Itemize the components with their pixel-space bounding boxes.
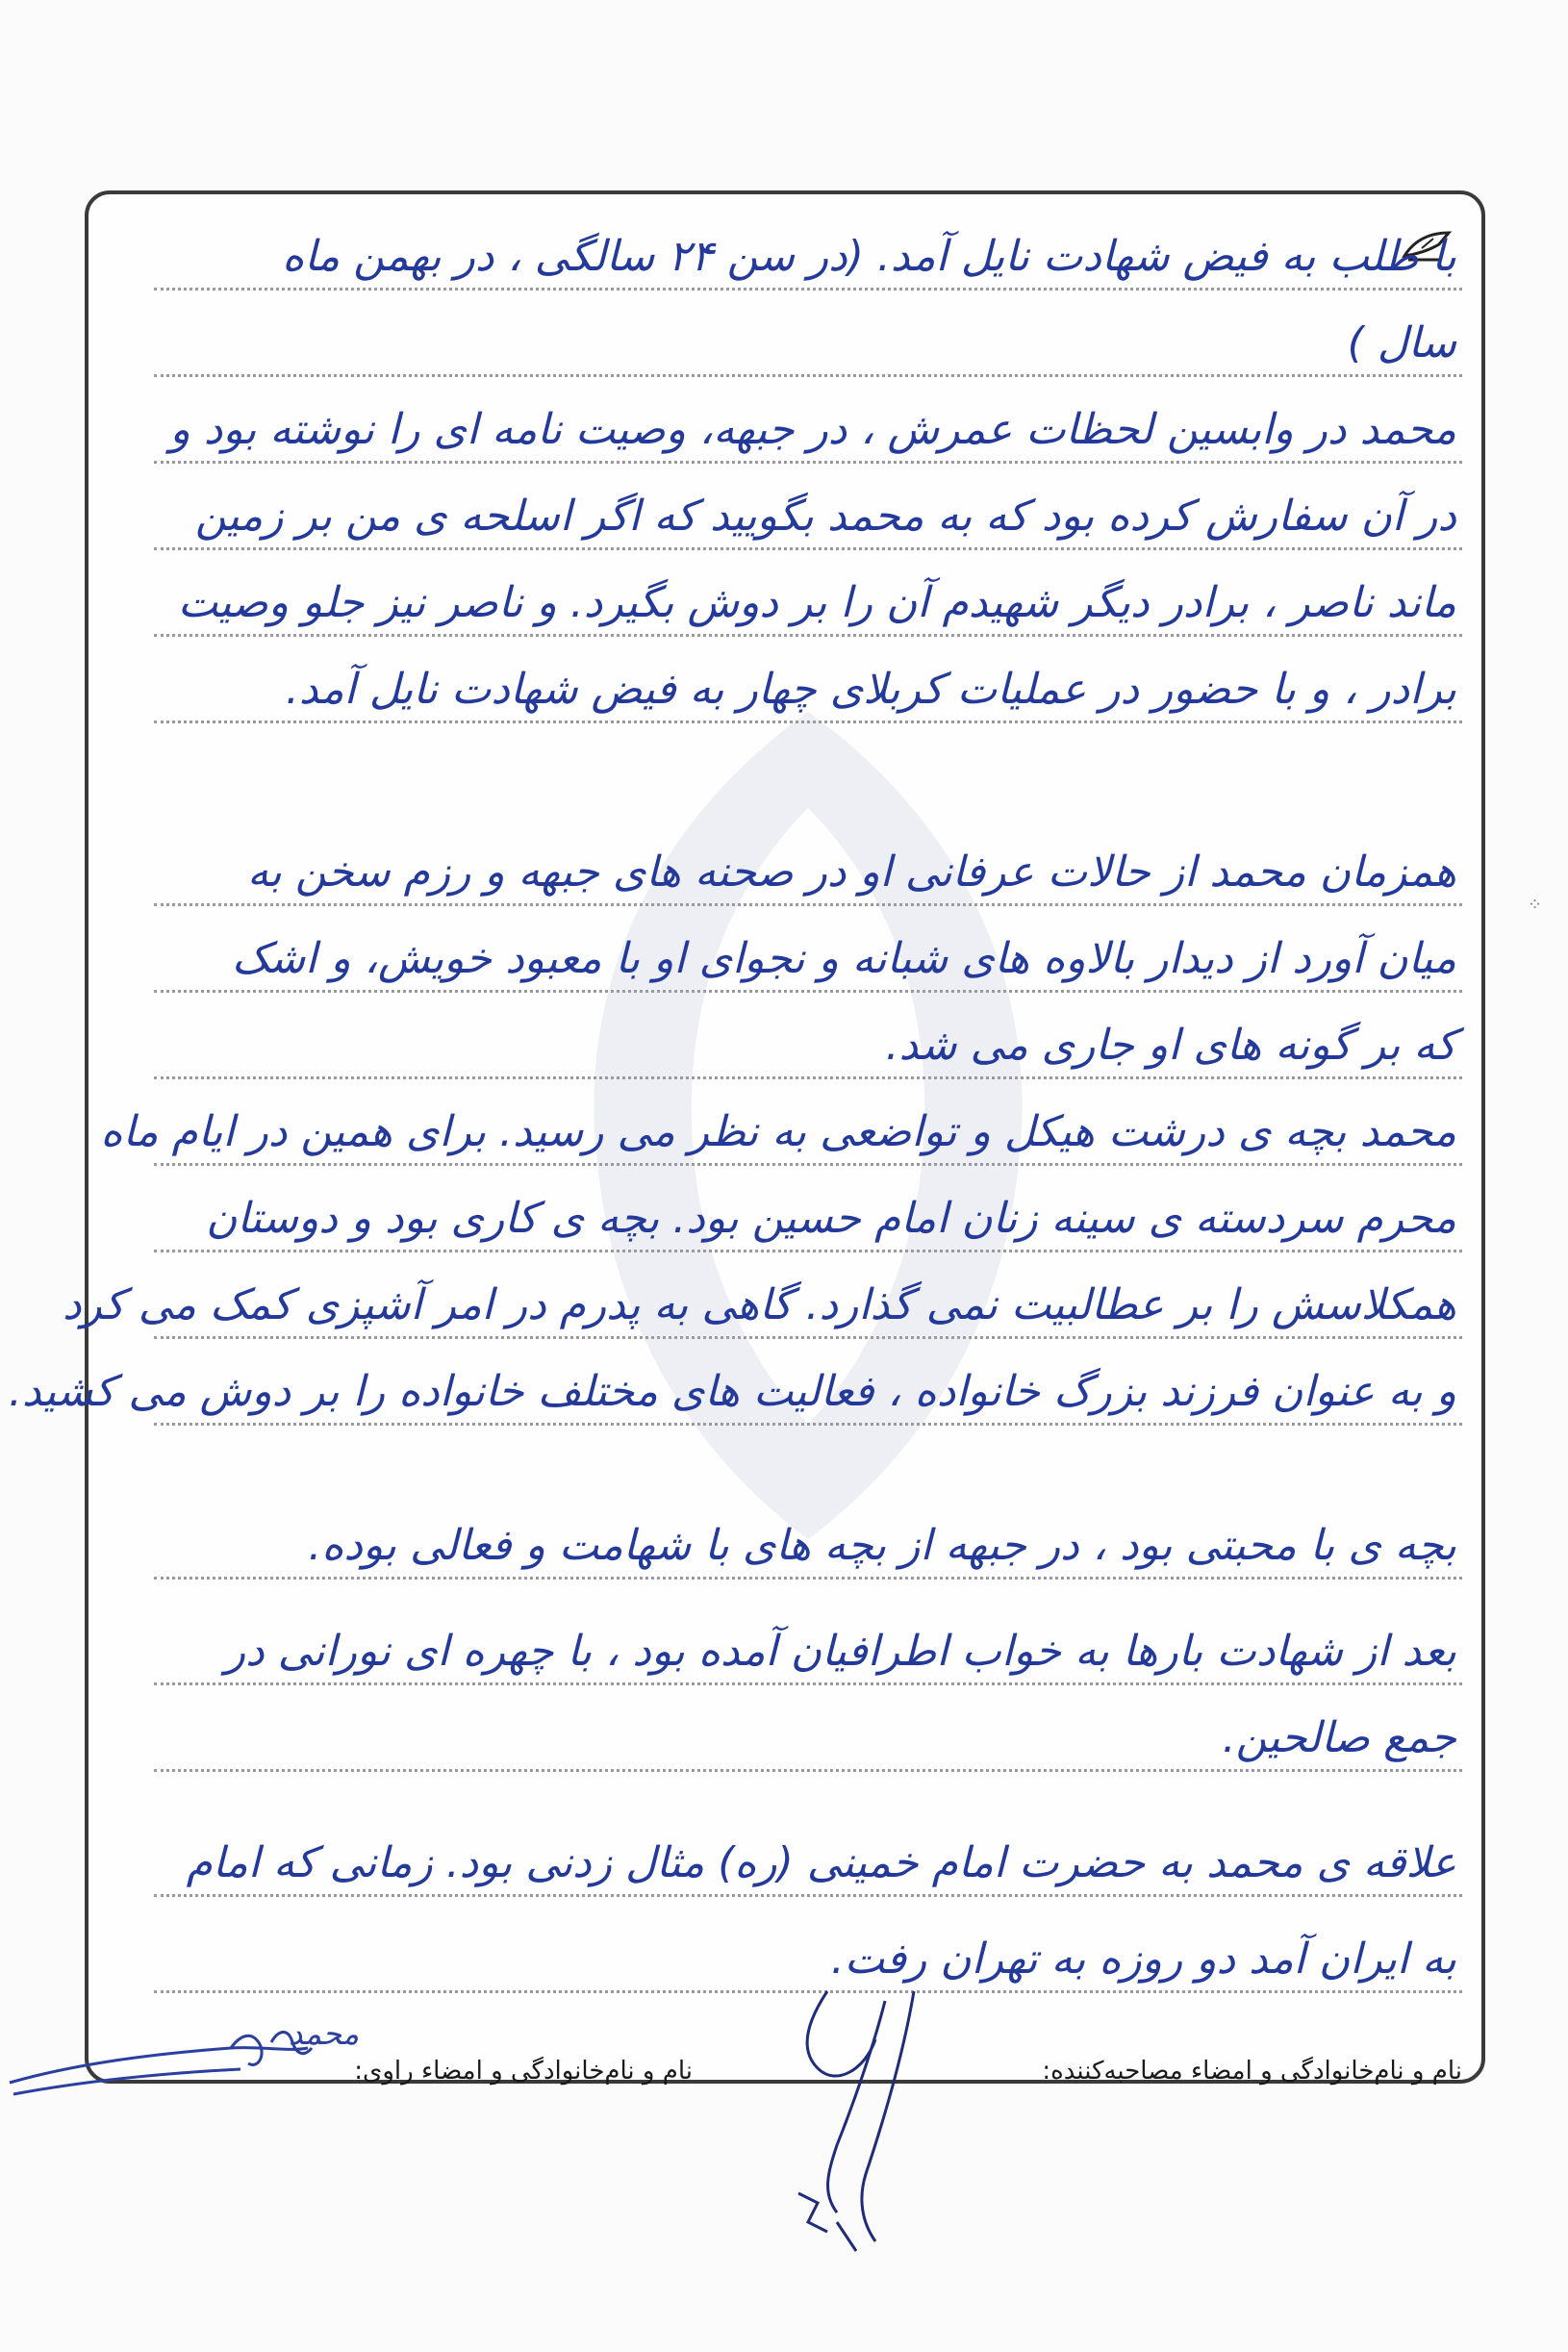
handwritten-line: محمد بچه ی درشت هیکل و تواضعی به نظر می رسید. برای همین در ایام ماه — [154, 1099, 1462, 1166]
handwritten-line: بچه ی با محبتی بود ، در جبهه از بچه های با شهامت و فعالی بوده. — [154, 1512, 1462, 1580]
narrator-label: نام و نام‌خانوادگی و امضاء راوی: — [354, 2057, 693, 2086]
handwritten-line: محمد در وابسین لحظات عمرش ، در جبهه، وصیت نامه ای را نوشته بود و — [154, 396, 1462, 464]
handwritten-line: محرم سردسته ی سینه زنان امام حسین بود. بچه ی کاری بود و دوستان — [154, 1185, 1462, 1252]
interviewer-signature — [770, 1982, 981, 2270]
handwritten-line: که بر گونه های او جاری می شد. — [154, 1012, 1462, 1079]
handwritten-line: و به عنوان فرزند بزرگ خانواده ، فعالیت های مختلف خانواده را بر دوش می کشید. — [154, 1358, 1462, 1426]
handwritten-line: جمع صالحین. — [154, 1705, 1462, 1772]
narrator-signature — [0, 2006, 385, 2131]
paper-speck: ⁘ — [1528, 895, 1543, 915]
handwritten-line: همزمان محمد از حالات عرفانی او در صحنه های جبهه و رزم سخن به — [154, 839, 1462, 906]
interviewer-label: نام و نام‌خانوادگی و امضاء مصاحبه‌کننده: — [1042, 2057, 1462, 2086]
signature-text: محمد — [289, 2015, 360, 2052]
handwritten-line: ماند ناصر ، برادر دیگر شهیدم آن را بر دوش بگیرد. و ناصر نیز جلو وصیت — [154, 569, 1462, 637]
handwritten-line: با طلب به فیض شهادت نایل آمد. (در سن ۲۴ سالگی ، در بهمن ماه — [154, 223, 1462, 291]
handwritten-line: در آن سفارش کرده بود که به محمد بگویید که اگر اسلحه ی من بر زمین — [154, 483, 1462, 550]
handwritten-line: سال ) — [154, 310, 1462, 377]
handwritten-line: بعد از شهادت بارها به خواب اطرافیان آمده بود ، با چهره ای نورانی در — [154, 1618, 1462, 1685]
handwritten-line: برادر ، و با حضور در عملیات کربلای چهار به فیض شهادت نایل آمد. — [154, 656, 1462, 723]
handwritten-line: همکلاسش را بر عطالبیت نمی گذارد. گاهی به پدرم در امر آشپزی کمک می کرد — [154, 1272, 1462, 1339]
handwritten-line: به ایران آمد دو روزه به تهران رفت. — [154, 1926, 1462, 1993]
handwritten-line: علاقه ی محمد به حضرت امام خمینی (ره) مثال زدنی بود. زمانی که امام — [154, 1830, 1462, 1897]
handwritten-line: میان آورد از دیدار بالاوه های شبانه و نجوای او با معبود خویش، و اشک — [154, 925, 1462, 993]
